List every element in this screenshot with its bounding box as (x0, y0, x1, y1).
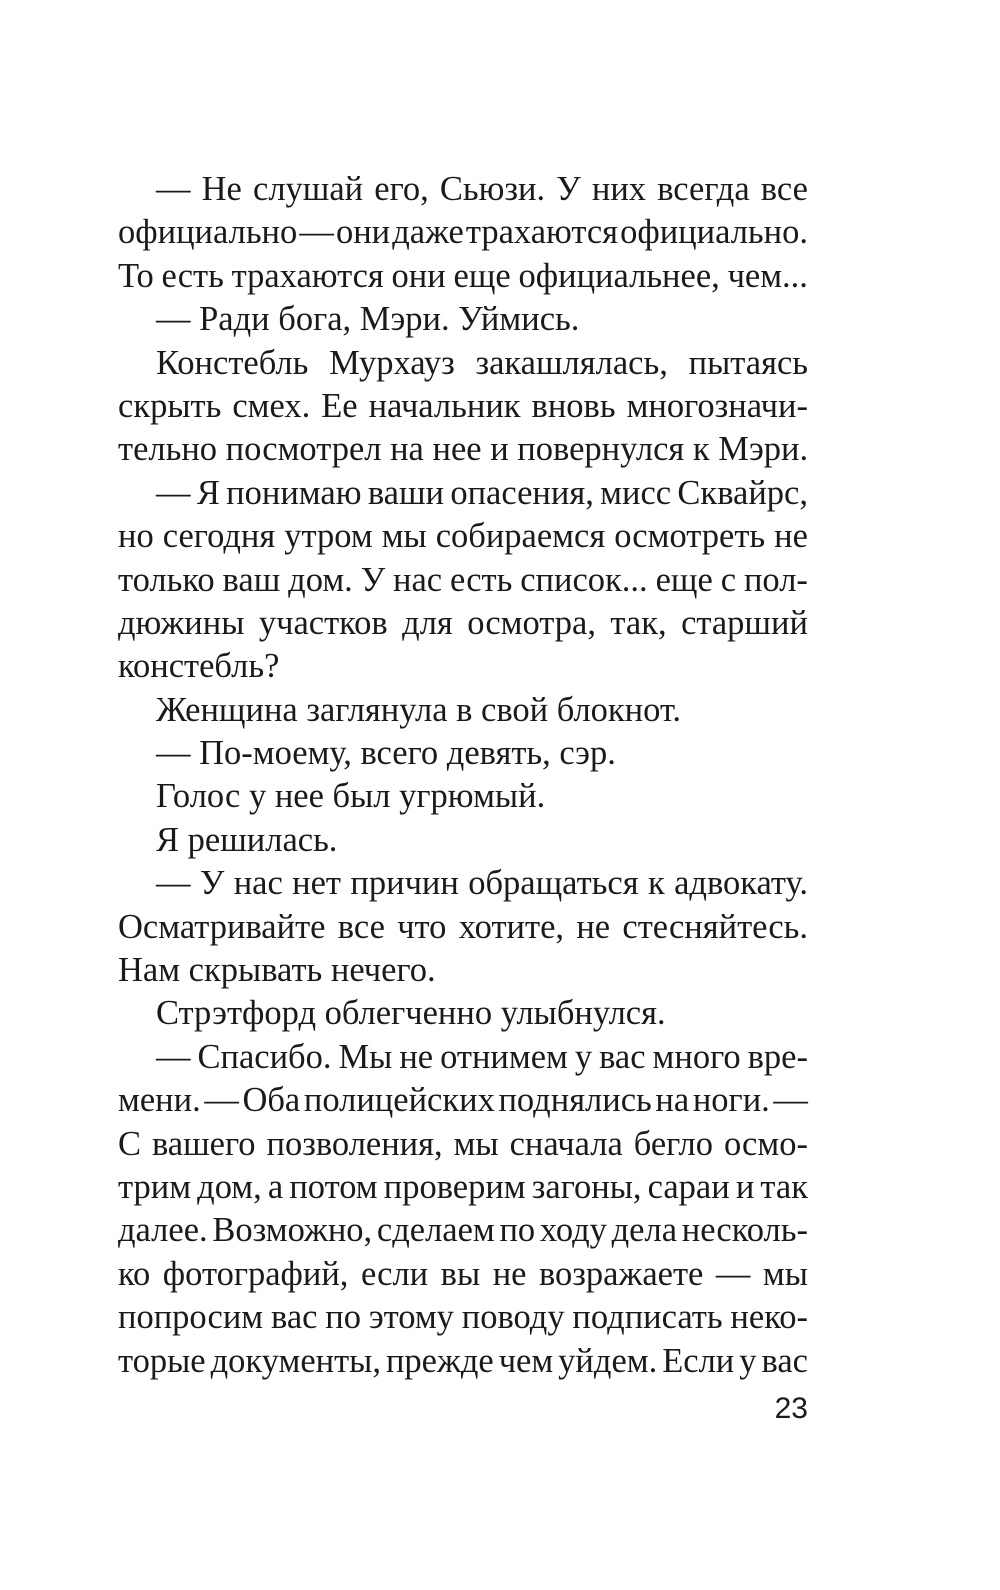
text-line: Голос у нее был угрюмый. (156, 777, 546, 816)
text-line: попросим вас по этому поводу подписать неко- (118, 1298, 808, 1337)
text-line: скрыть смех. Ее начальник вновь многозначи- (118, 386, 808, 425)
text-line: официально — они даже трахаются официально. (118, 213, 808, 252)
text-line: Нам скрывать нечего. (118, 951, 436, 990)
text-line: далее. Возможно, сделаем по ходу дела несколь- (118, 1211, 808, 1250)
body-text (118, 168, 808, 1383)
text-line: дюжины участков для осмотра, так, старший (118, 603, 808, 642)
text-line: С вашего позволения, мы сначала бегло осмо- (118, 1124, 808, 1163)
text-line: но сегодня утром мы собираемся осмотреть не (118, 517, 808, 556)
text-line: — Ради бога, Мэри. Уймись. (156, 300, 580, 339)
text-line: — По-моему, всего девять, сэр. (156, 734, 616, 773)
text-line: тельно посмотрел на нее и повернулся к Мэри. (118, 430, 809, 469)
text-line: только ваш дом. У нас есть список... еще с пол- (118, 560, 808, 599)
text-line: трим дом, а потом проверим загоны, сараи и так (118, 1167, 808, 1206)
text-line: — У нас нет причин обращаться к адвокату. (156, 864, 808, 903)
text-line: Констебль Мурхауз закашлялась, пытаясь (156, 343, 808, 382)
text-line: — Я понимаю ваши опасения, мисс Сквайрс, (156, 473, 808, 512)
text-line: То есть трахаются они еще официальнее, чем... (118, 256, 808, 295)
text-line: Женщина заглянула в свой блокнот. (156, 690, 682, 729)
text-line: — Не слушай его, Сьюзи. У них всегда все (156, 170, 808, 208)
page-number: 23 (774, 1392, 808, 1425)
text-line: ко фотографий, если вы не возражаете — мы (118, 1254, 808, 1293)
text-line: торые документы, прежде чем уйдем. Если у вас (118, 1341, 808, 1380)
text-line: мени. — Оба полицейских поднялись на ноги. — (118, 1081, 808, 1120)
text-line: Стрэтфорд облегченно улыбнулся. (156, 994, 666, 1033)
text-line: констебль? (118, 647, 280, 686)
text-line: — Спасибо. Мы не отнимем у вас много вре- (156, 1037, 808, 1076)
text-line: Я решилась. (156, 820, 338, 859)
text-line: Осматривайте все что хотите, не стесняйтесь. (118, 907, 808, 946)
